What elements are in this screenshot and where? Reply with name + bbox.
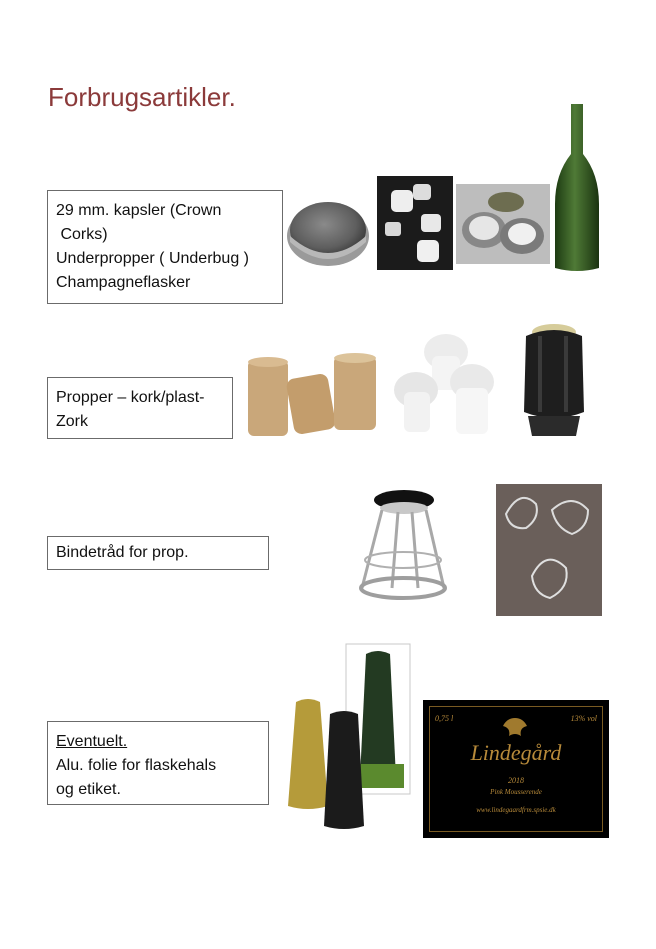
- wire-hoods-image: [496, 484, 602, 616]
- box-line: Underpropper ( Underbug ): [56, 250, 249, 267]
- box-line: Alu. folie for flaskehals: [56, 757, 217, 774]
- plastic-stoppers-image: [392, 332, 498, 440]
- leaf-icon: [501, 716, 529, 738]
- wire-hood-box: [47, 536, 269, 570]
- box-line: og etiket.: [56, 781, 121, 798]
- label-abv: 13% vol: [570, 714, 597, 723]
- label-brand: Lindegård: [470, 740, 562, 765]
- underbug-plugs-image: [377, 176, 453, 270]
- foil-label-box: [47, 721, 269, 805]
- muselet-image: [352, 488, 454, 612]
- zork-stopper-image: [518, 320, 590, 440]
- label-url: www.lindegaardfrm.spsie.dk: [476, 806, 556, 814]
- crown-corks-box: [47, 190, 283, 304]
- champagne-bottle-image: [553, 104, 601, 272]
- cork-stoppers-image: [246, 354, 380, 438]
- box-line: 29 mm. kapsler (Crown: [56, 202, 222, 219]
- box-line: Champagneflasker: [56, 274, 191, 291]
- box-line: Zork: [56, 413, 88, 430]
- box-line: Eventuelt.: [56, 733, 128, 750]
- page-title: Forbrugsartikler.: [48, 82, 236, 112]
- crown-cap-image: [286, 190, 370, 274]
- box-line: Bindetråd for prop.: [56, 544, 189, 561]
- label-year: 2018: [508, 776, 524, 785]
- caps-with-plugs-image: [456, 184, 550, 264]
- foil-capsules-image: [286, 640, 412, 832]
- stoppers-box: [47, 377, 233, 439]
- box-line: Corks): [56, 226, 108, 243]
- box-line: Propper – kork/plast-: [56, 389, 205, 406]
- label-volume: 0,75 l: [435, 714, 454, 723]
- label-subtitle: Pink Mousserende: [490, 788, 542, 796]
- wine-label-image: [423, 700, 609, 838]
